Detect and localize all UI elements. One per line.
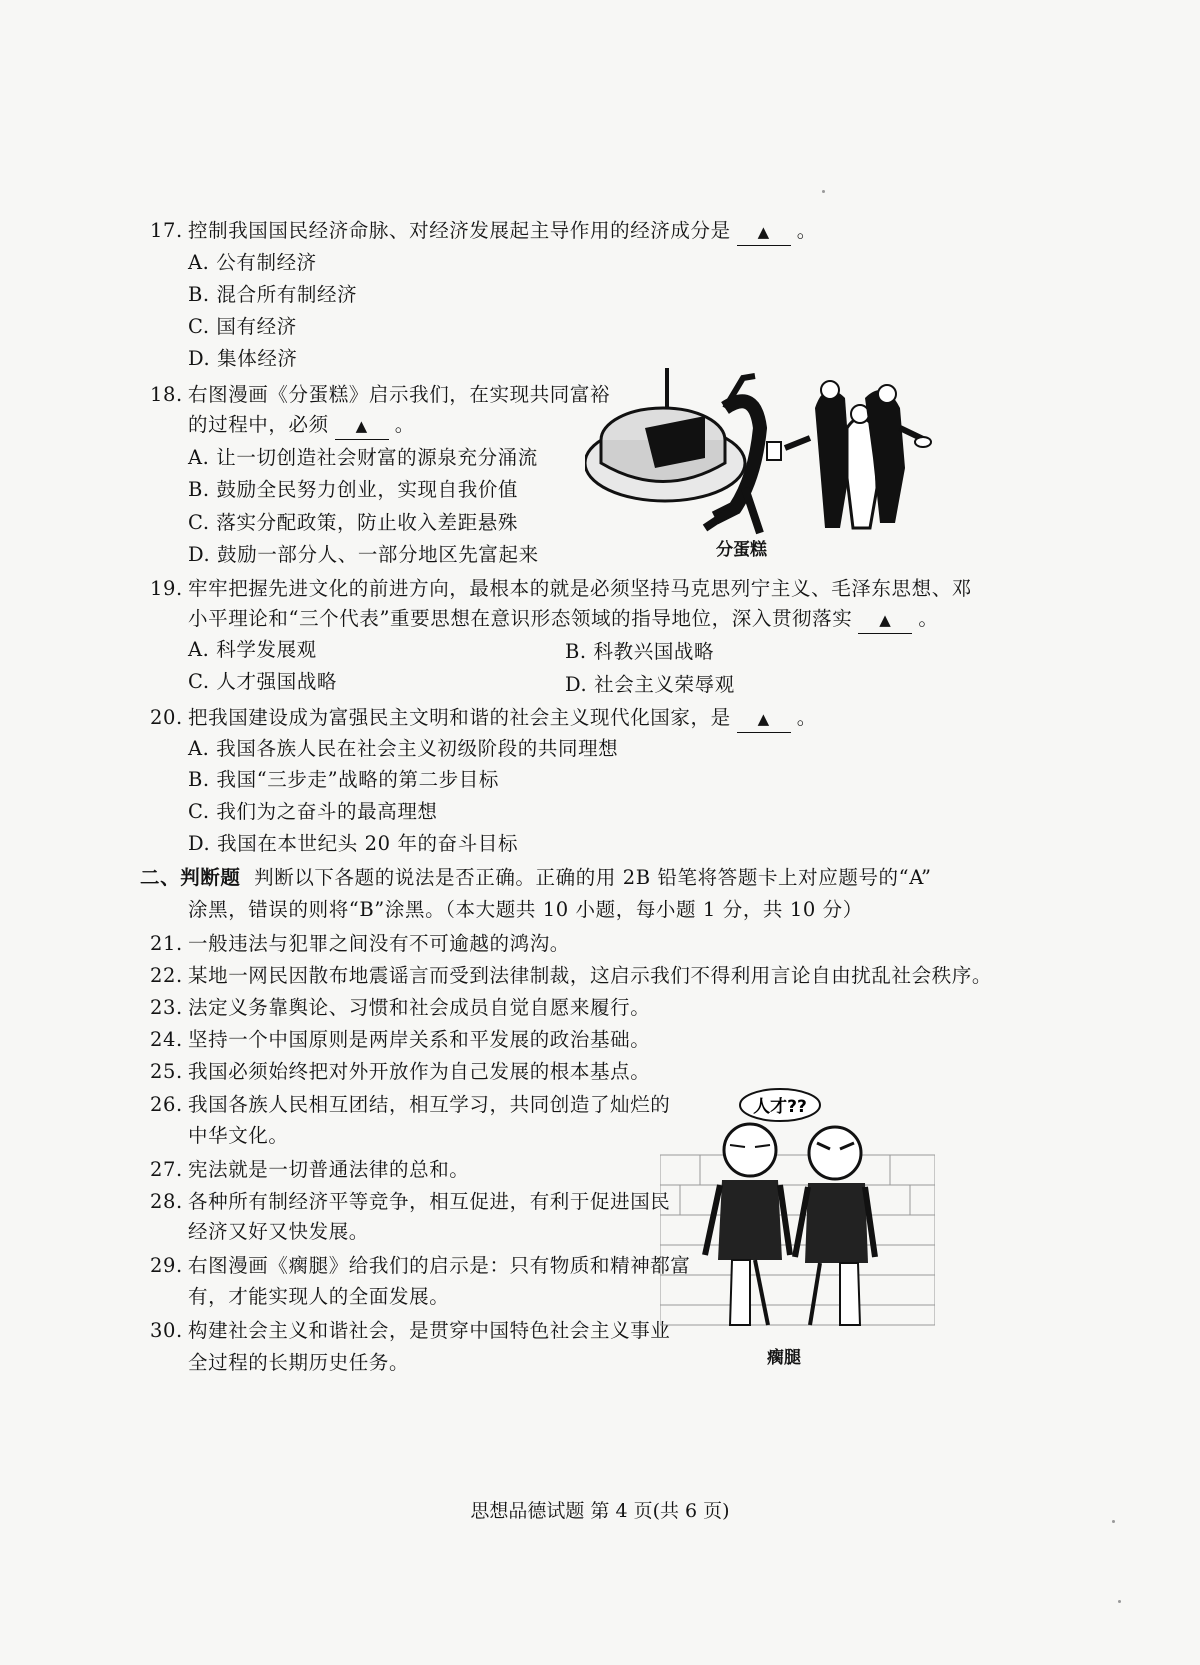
option: D. 我国在本世纪头 20 年的奋斗目标	[188, 832, 519, 855]
answer-blank: ▲	[335, 412, 389, 440]
page-footer: 思想品德试题 第 4 页(共 6 页)	[470, 1500, 730, 1522]
judgment-21: 21. 一般违法与犯罪之间没有不可逾越的鸿沟。	[150, 932, 570, 955]
option: C. 国有经济	[188, 315, 297, 338]
option: B. 鼓励全民努力创业，实现自我价值	[188, 478, 519, 501]
judgment-30-cont: 全过程的长期历史任务。	[188, 1351, 410, 1374]
option: B. 我国“三步走”战略的第二步目标	[188, 768, 499, 791]
option: D. 集体经济	[188, 347, 298, 370]
speech-bubble-text: 人才??	[753, 1097, 807, 1117]
question-19-cont: 小平理论和“三个代表”重要思想在意识形态领域的指导地位，深入贯彻落实 ▲ 。	[188, 606, 938, 634]
option: B. 科教兴国战略	[565, 640, 715, 663]
question-20: 20. 把我国建设成为富强民主文明和谐的社会主义现代化国家，是 ▲ 。	[150, 705, 817, 733]
scan-speck	[822, 190, 825, 193]
section-2-instructions: 涂黑，错误的则将“B”涂黑。（本大题共 10 小题，每小题 1 分，共 10 分）	[188, 898, 863, 921]
judgment-28: 28. 各种所有制经济平等竞争，相互促进，有利于促进国民	[150, 1190, 671, 1213]
option: A. 让一切创造社会财富的源泉充分涌流	[188, 446, 538, 469]
option: D. 鼓励一部分人、一部分地区先富起来	[188, 543, 539, 566]
option: A. 科学发展观	[188, 638, 317, 661]
answer-blank: ▲	[858, 606, 912, 634]
cake-cartoon-illustration	[585, 368, 935, 538]
option: C. 人才强国战略	[188, 670, 338, 693]
cake-cartoon-caption: 分蛋糕	[716, 540, 767, 560]
question-19: 19. 牢牢把握先进文化的前进方向，最根本的就是必须坚持马克思列宁主义、毛泽东思想、邓	[150, 577, 972, 600]
judgment-22: 22. 某地一网民因散布地震谣言而受到法律制裁，这启示我们不得利用言论自由扰乱社会秩序。	[150, 964, 993, 987]
judgment-25: 25. 我国必须始终把对外开放作为自己发展的根本基点。	[150, 1060, 651, 1083]
judgment-28-cont: 经济又好又快发展。	[188, 1220, 369, 1243]
judgment-30: 30. 构建社会主义和谐社会，是贯穿中国特色社会主义事业	[150, 1319, 671, 1342]
scan-speck	[1112, 1520, 1115, 1523]
scan-speck	[1118, 1600, 1121, 1603]
question-18: 18. 右图漫画《分蛋糕》启示我们，在实现共同富裕	[150, 383, 611, 406]
judgment-26-cont: 中华文化。	[188, 1124, 289, 1147]
judgment-29-cont: 有，才能实现人的全面发展。	[188, 1285, 450, 1308]
lame-leg-cartoon-illustration	[660, 1085, 935, 1335]
judgment-23: 23. 法定义务靠舆论、习惯和社会成员自觉自愿来履行。	[150, 996, 651, 1019]
option: A. 公有制经济	[188, 251, 317, 274]
judgment-24: 24. 坚持一个中国原则是两岸关系和平发展的政治基础。	[150, 1028, 651, 1051]
answer-blank: ▲	[737, 705, 791, 733]
option: C. 落实分配政策，防止收入差距悬殊	[188, 511, 518, 534]
option: A. 我国各族人民在社会主义初级阶段的共同理想	[188, 737, 619, 760]
option: C. 我们为之奋斗的最高理想	[188, 800, 438, 823]
judgment-29: 29. 右图漫画《瘸腿》给我们的启示是：只有物质和精神都富	[150, 1254, 691, 1277]
question-18-cont: 的过程中，必须 ▲ 。	[188, 412, 415, 440]
section-title: 二、判断题	[140, 866, 241, 889]
option: D. 社会主义荣辱观	[565, 673, 735, 696]
lame-leg-cartoon-caption: 瘸腿	[767, 1348, 801, 1368]
option: B. 混合所有制经济	[188, 283, 358, 306]
judgment-26: 26. 我国各族人民相互团结，相互学习，共同创造了灿烂的	[150, 1093, 671, 1116]
judgment-27: 27. 宪法就是一切普通法律的总和。	[150, 1158, 470, 1181]
section-2-header: 二、判断题 判断以下各题的说法是否正确。正确的用 2B 铅笔将答题卡上对应题号的“A”	[140, 866, 932, 889]
question-17: 17. 控制我国国民经济命脉、对经济发展起主导作用的经济成分是 ▲ 。	[150, 218, 817, 246]
answer-blank: ▲	[737, 218, 791, 246]
